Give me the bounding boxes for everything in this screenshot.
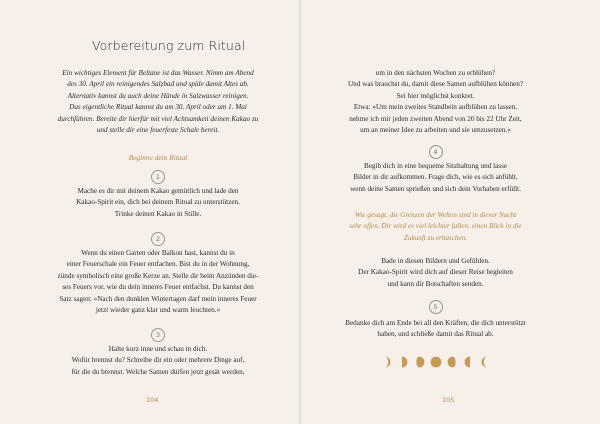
step-2-line: zünde symbolisch eine große Kerze an. Stelle dir beim Anzünden die-	[57, 271, 259, 280]
step-2-line: ses Feuers vor, wie du dein inneres Feuer entfachst. Du kannst den	[62, 283, 254, 292]
intro-line: Alternativ kannst du auch deine Hände in Salzwasser reinigen.	[67, 91, 249, 100]
page-number-left: 104	[146, 396, 159, 404]
step-4-number: 4	[429, 145, 443, 159]
continuation-line: Etwa: »Um mein zweites Standbein aufblühen zu lassen,	[353, 103, 518, 112]
step-3-text	[52, 344, 264, 378]
step-3-line: Wofür brennst du? Schreibe dir ein oder mehrere Dinge auf,	[71, 356, 245, 365]
step-4b-line: Bade in diesen Bildern und Gefühlen.	[381, 257, 490, 265]
step-3-number: 3	[151, 328, 165, 342]
step-3-line: für die du brennst. Welche Samen dürfen jetzt gesät werden,	[71, 367, 245, 376]
step-1-line: Mache es dir mit deinem Kakao gemütlich und lade den	[77, 187, 239, 195]
continuation-line: um an meiner Idee zu arbeiten und sie umzusetzen.«	[360, 126, 511, 135]
step-2-line: Satz sagen: »Nach den dunklen Wintertagen darf mein inneres Feuer	[59, 294, 257, 303]
intro-line: durchführen. Bereite dir hierfür mit viel Achtsamkeit deinen Kakao zu	[57, 114, 259, 123]
step-2-number-wrap	[52, 232, 264, 246]
step-4b-text	[318, 256, 553, 290]
waxing-gibbous-icon	[413, 356, 425, 368]
step-1-number-wrap	[52, 170, 264, 184]
quote-text	[318, 210, 553, 244]
continuation-line: Und was brauchst du, damit diese Samen aufblühen können?	[347, 80, 524, 89]
step-4b-line: und kann dir Botschaften senden.	[387, 279, 484, 288]
step-2-line: einer Feuerschale ein Feuer entfachen. Bist du in der Wohnung,	[66, 260, 250, 269]
step-5-line: haben, und schließe damit das Ritual ab.	[377, 330, 494, 339]
first-quarter-icon	[396, 356, 408, 368]
step-4-line: Begib dich in eine bequeme Sitzhaltung und lasse	[363, 162, 508, 170]
step-4-line: wenn deine Samen sprießen und sich dein Vorhaben erfüllt.	[350, 184, 521, 193]
step-5-number-wrap	[318, 300, 553, 314]
step-1-text	[52, 186, 264, 220]
last-quarter-icon	[464, 356, 476, 368]
step-2-text	[52, 248, 264, 316]
step-5-text	[318, 318, 553, 341]
step-4-line: Bilder in dir aufkommen. Frage dich, wie es sich anfühlt,	[353, 173, 518, 182]
quote-line: Zukunft zu erhaschen.	[403, 233, 468, 242]
step-3-line: Halte kurz inne und schau in dich.	[108, 345, 208, 353]
full-moon-icon	[430, 356, 442, 368]
page-title: Vorbereitung zum Ritual	[92, 38, 246, 53]
step-3-number-wrap	[52, 328, 264, 342]
step-4-number-wrap	[318, 145, 553, 159]
continuation-line: nehme ich mir jeden zweiten Abend von 20 bis 22 Uhr Zeit,	[349, 114, 522, 123]
intro-line: des 30. April ein reinigendes Salzbad und spüle damit Altes ab.	[67, 80, 249, 89]
intro-text	[52, 68, 264, 136]
step-1-line: Kakao-Spirit ein, dich bei deinem Ritual zu unterstützen.	[76, 198, 240, 207]
intro-line: und stelle dir eine feuerfeste Schale bereit.	[96, 126, 220, 135]
right-page	[300, 0, 600, 424]
waxing-crescent-icon	[379, 356, 391, 368]
section-heading: Beginne dein Ritual	[128, 153, 188, 162]
waning-crescent-icon	[481, 356, 493, 368]
step-5-line: Bedanke dich am Ende bei all den Kräften, die dich unterstützt	[345, 319, 526, 327]
step-1-number: 1	[151, 170, 165, 184]
continuation-text	[318, 68, 553, 136]
page-number-right: 105	[442, 396, 455, 404]
intro-line: Ein wichtiges Element für Beltane ist das Wasser. Nimm am Abend	[62, 69, 254, 77]
quote-line: Wie gesagt, die Grenzen der Welten sind in dieser Nacht	[354, 211, 517, 219]
step-2-line: jetzt wieder ganz klar und warm leuchten.«	[95, 306, 221, 315]
step-1-line: Trinke deinen Kakao in Stille.	[114, 209, 202, 218]
intro-line: Das eigentliche Ritual kannst du am 30. April oder am 1. Mai	[69, 103, 247, 112]
moon-phases-icon	[318, 350, 553, 368]
continuation-line: Sei hier möglichst konkret.	[396, 91, 475, 100]
continuation-line: um in den nächsten Wochen zu erblühen?	[375, 69, 496, 77]
quote-line: sehr offen. Dir wird es viel leichter fallen, einen Blick in die	[349, 222, 522, 231]
step-5-number: 5	[429, 300, 443, 314]
step-2-line: Wenn du einen Garten oder Balkon hast, kannst du in	[81, 249, 235, 257]
step-2-number: 2	[151, 232, 165, 246]
step-4-text	[318, 161, 553, 195]
waning-gibbous-icon	[447, 356, 459, 368]
step-4b-line: Der Kakao-Spirit wird dich auf dieser Reise begleiten	[358, 268, 513, 277]
